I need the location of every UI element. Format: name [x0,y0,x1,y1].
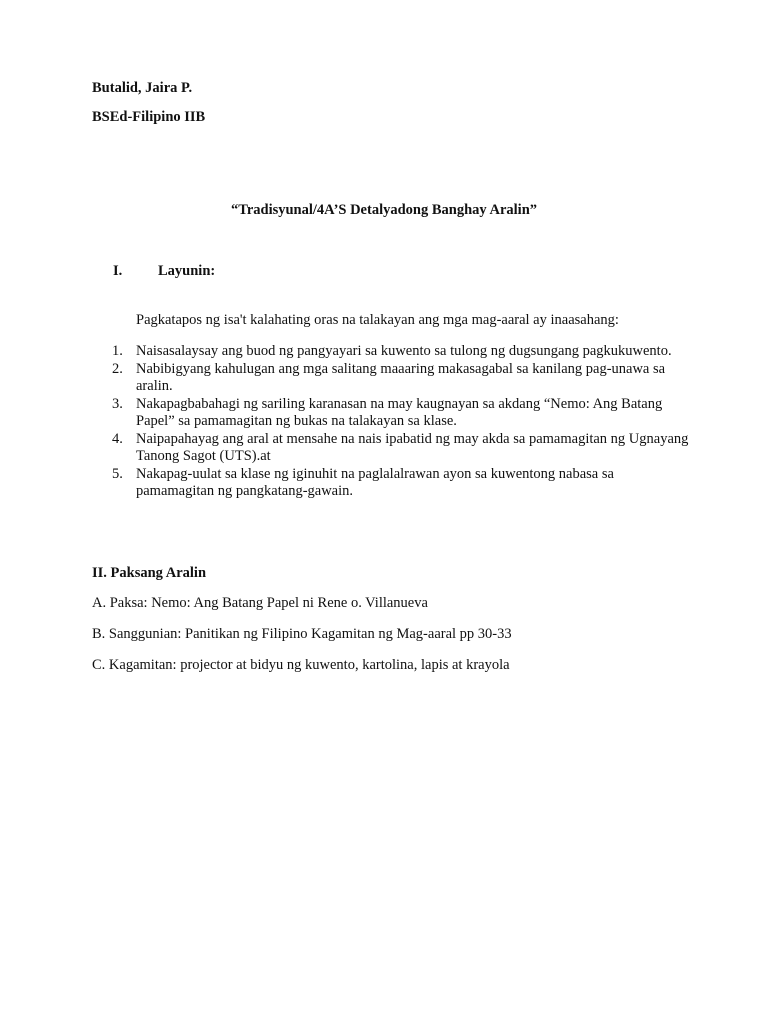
objective-text: Naipapahayag ang aral at mensahe na nais ipabatid ng may akda sa pamamagitan ng Ugnayang Tanong Sagot (UTS).at [136,430,689,464]
objective-text: Nabibigyang kahulugan ang mga salitang maaaring makasagabal sa kanilang pag-unawa sa aralin. [136,360,666,394]
paksa-line: A. Paksa: Nemo: Ang Batang Papel ni Rene o. Villanueva [92,595,428,611]
objective-number: 2. [112,360,123,377]
objectives-list [92,343,692,501]
student-name: Butalid, Jaira P. [92,80,193,96]
section1-heading: Layunin: [158,263,216,279]
objective-text: Naisasalaysay ang buod ng pangyayari sa kuwento sa tulong ng dugsungang pagkukuwento. [136,343,672,359]
objective-number: 1. [112,343,123,359]
objective-text: Nakapag-uulat sa klase ng iginuhit na paglalalrawan ayon sa kuwentong nabasa sa pamamagitan ng pangkatang-gawain. [136,465,614,499]
objective-item [92,361,692,396]
objective-item [92,466,692,501]
objective-number: 3. [112,395,123,412]
objectives-intro: Pagkatapos ng isa't kalahating oras na talakayan ang mga mag-aaral ay inaasahang: [136,312,619,328]
section2-heading: II. Paksang Aralin [92,565,207,581]
kagamitan-line: C. Kagamitan: projector at bidyu ng kuwento, kartolina, lapis at krayola [92,657,510,673]
objective-number: 4. [112,430,123,447]
sanggunian-line: B. Sanggunian: Panitikan ng Filipino Kagamitan ng Mag-aaral pp 30-33 [92,626,512,642]
objective-item [92,431,692,466]
document-title: “Tradisyunal/4A’S Detalyadong Banghay Aralin” [230,202,538,218]
objective-item [92,343,692,361]
objective-text: Nakapagbabahagi ng sariling karanasan na may kaugnayan sa akdang “Nemo: Ang Batang Papel” sa pamamagitan ng bukas na talakayan sa klase. [136,395,663,429]
section1-numeral: I. [113,263,123,279]
objective-number: 5. [112,465,123,482]
objective-item [92,396,692,431]
course-section: BSEd-Filipino IIB [92,109,206,125]
